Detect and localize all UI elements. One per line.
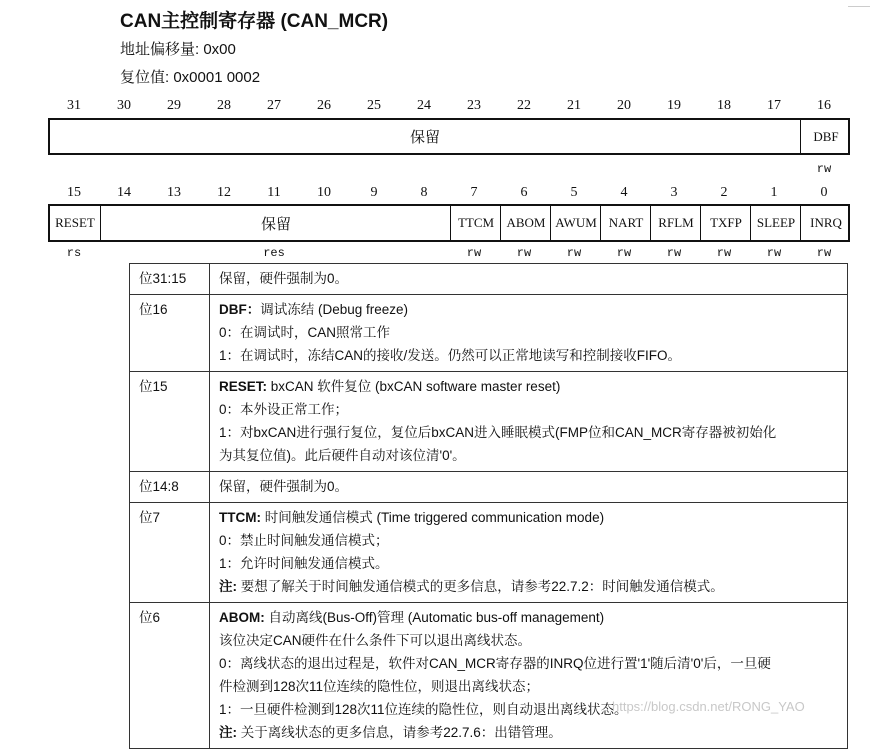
bit-description <box>210 264 848 295</box>
description-text: 保留，硬件强制为0。 <box>219 479 349 494</box>
description-line <box>219 344 839 367</box>
access-abom: rw <box>516 246 532 260</box>
field-inrq: INRQ <box>800 206 851 240</box>
bit-number: 30 <box>117 98 131 113</box>
register-low-fields <box>48 204 850 242</box>
description-text: 0：禁止时间触发通信模式； <box>219 533 389 548</box>
field-rflm: RFLM <box>650 206 701 240</box>
bit-number: 3 <box>670 185 678 200</box>
description-text: 1：对bxCAN进行强行复位，复位后bxCAN进入睡眠模式(FMP位和CAN_MCR寄存器被初始化 <box>219 425 777 440</box>
bit-number: 2 <box>720 185 728 200</box>
description-line <box>219 506 839 529</box>
bit-number: 28 <box>217 98 231 113</box>
description-text: 保留，硬件强制为0。 <box>219 271 349 286</box>
bit-number: 11 <box>267 185 281 200</box>
description-line <box>219 552 839 575</box>
field-abom: ABOM <box>500 206 551 240</box>
bit-number: 29 <box>167 98 181 113</box>
bit-description <box>210 295 848 372</box>
access-ttcm: rw <box>466 246 482 260</box>
bit-label: 位6 <box>130 603 210 749</box>
access-rflm: rw <box>666 246 682 260</box>
bit-label: 位16 <box>130 295 210 372</box>
field-name: RESET: <box>219 379 268 394</box>
bit-number: 6 <box>520 185 528 200</box>
bit-description <box>210 472 848 503</box>
access-inrq: rw <box>816 246 832 260</box>
table-row <box>130 472 848 503</box>
table-row <box>130 264 848 295</box>
bit-description <box>210 372 848 472</box>
description-line <box>219 529 839 552</box>
access-dbf: rw <box>816 162 832 176</box>
field-name: ABOM: <box>219 610 265 625</box>
description-line <box>219 298 839 321</box>
bit-number: 21 <box>567 98 581 113</box>
description-text: 1：允许时间触发通信模式。 <box>219 556 389 571</box>
field-awum: AWUM <box>550 206 601 240</box>
description-text: 件检测到128次11位连续的隐性位，则退出离线状态； <box>219 679 540 694</box>
description-text: 为其复位值)。此后硬件自动对该位清'0'。 <box>219 448 466 463</box>
table-row <box>130 372 848 472</box>
register-title: CAN主控制寄存器 (CAN_MCR) <box>120 11 389 32</box>
description-text: 该位决定CAN硬件在什么条件下可以退出离线状态。 <box>219 633 532 648</box>
watermark: https://blog.csdn.net/RONG_YAO <box>612 699 805 714</box>
bit-number: 5 <box>570 185 578 200</box>
field-ttcm: TTCM <box>450 206 501 240</box>
field-reserved-low: 保留 <box>100 206 451 240</box>
bit-description <box>210 603 848 749</box>
note-label: 注: <box>219 579 237 594</box>
bit-number: 8 <box>420 185 428 200</box>
bit-number: 25 <box>367 98 381 113</box>
description-text: 时间触发通信模式 (Time triggered communication mode) <box>260 510 605 525</box>
bit-label: 位15 <box>130 372 210 472</box>
description-line <box>219 398 839 421</box>
description-text: 关于离线状态的更多信息，请参考22.7.6：出错管理。 <box>237 725 562 740</box>
note-label: 注: <box>219 725 237 740</box>
bit-number: 31 <box>67 98 81 113</box>
description-line <box>219 321 839 344</box>
field-reserved-high: 保留 <box>409 130 440 146</box>
field-nart: NART <box>600 206 651 240</box>
bit-number: 10 <box>317 185 331 200</box>
table-row <box>130 603 848 749</box>
bit-label: 位7 <box>130 503 210 603</box>
top-rule <box>848 6 870 7</box>
field-sleep: SLEEP <box>750 206 801 240</box>
bit-label: 位31:15 <box>130 264 210 295</box>
bit-label: 位14:8 <box>130 472 210 503</box>
bit-number: 15 <box>67 185 81 200</box>
description-line <box>219 444 839 467</box>
access-reset: rs <box>66 246 82 260</box>
address-offset: 地址偏移量: 0x00 <box>120 41 236 58</box>
table-row <box>130 295 848 372</box>
description-line <box>219 629 839 652</box>
bit-number: 4 <box>620 185 628 200</box>
table-row <box>130 503 848 603</box>
access-txfp: rw <box>716 246 732 260</box>
access-awum: rw <box>566 246 582 260</box>
bit-number: 22 <box>517 98 531 113</box>
bit-number: 19 <box>667 98 681 113</box>
description-line <box>219 421 839 444</box>
field-name: DBF： <box>219 302 261 317</box>
bit-number: 20 <box>617 98 631 113</box>
description-line <box>219 675 839 698</box>
bit-number: 13 <box>167 185 181 200</box>
bit-number: 12 <box>217 185 231 200</box>
field-txfp: TXFP <box>700 206 751 240</box>
bit-number: 17 <box>767 98 781 113</box>
bit-number: 18 <box>717 98 731 113</box>
field-reset: RESET <box>55 215 95 230</box>
description-line <box>219 375 839 398</box>
description-text: 0：离线状态的退出过程是，软件对CAN_MCR寄存器的INRQ位进行置'1'随后清'0'后，一旦硬 <box>219 656 771 671</box>
description-text: 0：在调试时，CAN照常工作 <box>219 325 391 340</box>
description-text: 调试冻结 (Debug freeze) <box>260 302 409 317</box>
reset-value: 复位值: 0x0001 0002 <box>120 69 261 86</box>
description-line <box>219 721 839 744</box>
access-reserved: res <box>263 246 285 260</box>
description-line <box>219 575 839 598</box>
bit-description-table <box>129 263 848 749</box>
bit-number: 9 <box>370 185 378 200</box>
access-nart: rw <box>616 246 632 260</box>
bit-description <box>210 503 848 603</box>
bit-number: 0 <box>820 185 828 200</box>
bit-number: 7 <box>470 185 478 200</box>
bit-number: 24 <box>417 98 431 113</box>
description-line <box>219 606 839 629</box>
bit-number: 16 <box>817 98 831 113</box>
description-line <box>219 475 839 498</box>
field-name: TTCM: <box>219 510 261 525</box>
bit-number: 14 <box>117 185 131 200</box>
field-dbf: DBF <box>800 120 851 153</box>
register-high-fields <box>48 118 850 155</box>
description-text: 自动离线(Bus-Off)管理 (Automatic bus-off management) <box>264 610 605 625</box>
description-text: 1：一旦硬件检测到128次11位连续的隐性位，则自动退出离线状态。 <box>219 702 628 717</box>
description-text: 1：在调试时，冻结CAN的接收/发送。仍然可以正常地读写和控制接收FIFO。 <box>219 348 682 363</box>
description-text: 要想了解关于时间触发通信模式的更多信息，请参考22.7.2：时间触发通信模式。 <box>237 579 724 594</box>
description-line <box>219 267 839 290</box>
bit-number: 26 <box>317 98 331 113</box>
bit-number: 23 <box>467 98 481 113</box>
bit-number: 1 <box>770 185 778 200</box>
access-sleep: rw <box>766 246 782 260</box>
description-text: 0：本外设正常工作； <box>219 402 349 417</box>
bit-number: 27 <box>267 98 281 113</box>
description-line <box>219 652 839 675</box>
description-text: bxCAN 软件复位 (bxCAN software master reset) <box>267 379 561 394</box>
